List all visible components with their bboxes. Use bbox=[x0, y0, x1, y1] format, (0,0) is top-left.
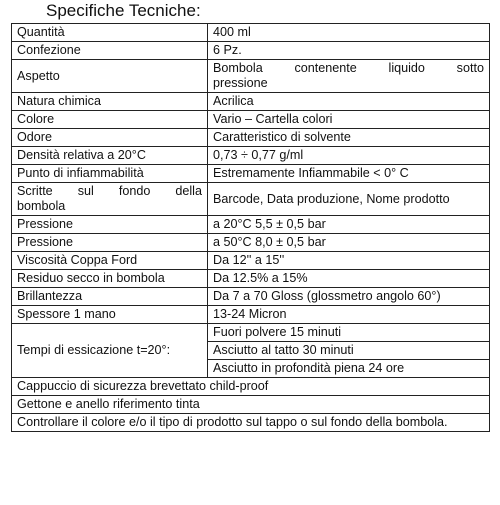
row-label: Quantità bbox=[12, 24, 208, 42]
row-value: Estremamente Infiammabile < 0° C bbox=[208, 165, 490, 183]
table-row bbox=[12, 414, 490, 432]
table-row bbox=[12, 147, 490, 165]
table-row bbox=[12, 165, 490, 183]
row-value bbox=[208, 60, 490, 93]
drying-value: Asciutto al tatto 30 minuti bbox=[208, 342, 490, 360]
row-value: 0,73 ÷ 0,77 g/ml bbox=[208, 147, 490, 165]
table-row bbox=[12, 216, 490, 234]
final-note: Controllare il colore e/o il tipo di prodotto sul tappo o sul fondo della bombola. bbox=[12, 414, 490, 432]
row-value-line: Bombola contenente liquido sotto bbox=[213, 61, 484, 75]
table-row bbox=[12, 252, 490, 270]
row-label: Punto di infiammabilità bbox=[12, 165, 208, 183]
row-label: Colore bbox=[12, 111, 208, 129]
row-value: Da 12'' a 15'' bbox=[208, 252, 490, 270]
row-value: Da 7 a 70 Gloss (glossmetro angolo 60°) bbox=[208, 288, 490, 306]
row-label-line: bombola bbox=[17, 199, 66, 213]
table-row bbox=[12, 24, 490, 42]
table-row bbox=[12, 183, 490, 216]
drying-value: Asciutto in profondità piena 24 ore bbox=[208, 360, 490, 378]
row-value: 13-24 Micron bbox=[208, 306, 490, 324]
row-label: Aspetto bbox=[12, 60, 208, 93]
row-value: Vario – Cartella colori bbox=[208, 111, 490, 129]
row-label: Viscosità Coppa Ford bbox=[12, 252, 208, 270]
table-row bbox=[12, 324, 490, 342]
row-label-line: Scritte sul fondo della bbox=[17, 184, 202, 198]
drying-value: Fuori polvere 15 minuti bbox=[208, 324, 490, 342]
page-title: Specifiche Tecniche: bbox=[46, 1, 201, 20]
row-value: Acrilica bbox=[208, 93, 490, 111]
table-row bbox=[12, 42, 490, 60]
row-value: a 20°C 5,5 ± 0,5 bar bbox=[208, 216, 490, 234]
row-value: Da 12.5% a 15% bbox=[208, 270, 490, 288]
note-row: Cappuccio di sicurezza brevettato child-proof bbox=[12, 378, 490, 396]
row-label: Pressione bbox=[12, 216, 208, 234]
row-label: Confezione bbox=[12, 42, 208, 60]
table-row bbox=[12, 270, 490, 288]
row-label: Densità relativa a 20°C bbox=[12, 147, 208, 165]
note-row: Gettone e anello riferimento tinta bbox=[12, 396, 490, 414]
spec-table bbox=[11, 23, 490, 432]
table-row bbox=[12, 288, 490, 306]
row-value: 400 ml bbox=[208, 24, 490, 42]
row-label: Brillantezza bbox=[12, 288, 208, 306]
row-label: Odore bbox=[12, 129, 208, 147]
table-row bbox=[12, 396, 490, 414]
table-row bbox=[12, 60, 490, 93]
row-value-line: pressione bbox=[213, 76, 268, 90]
table-row bbox=[12, 378, 490, 396]
row-label bbox=[12, 183, 208, 216]
row-value: Barcode, Data produzione, Nome prodotto bbox=[208, 183, 490, 216]
row-value: 6 Pz. bbox=[208, 42, 490, 60]
table-row bbox=[12, 129, 490, 147]
drying-label: Tempi di essicazione t=20°: bbox=[12, 324, 208, 378]
table-row bbox=[12, 111, 490, 129]
row-label: Spessore 1 mano bbox=[12, 306, 208, 324]
table-row bbox=[12, 234, 490, 252]
row-label: Residuo secco in bombola bbox=[12, 270, 208, 288]
row-label: Natura chimica bbox=[12, 93, 208, 111]
row-value: Caratteristico di solvente bbox=[208, 129, 490, 147]
table-row bbox=[12, 306, 490, 324]
table-row bbox=[12, 93, 490, 111]
row-label: Pressione bbox=[12, 234, 208, 252]
row-value: a 50°C 8,0 ± 0,5 bar bbox=[208, 234, 490, 252]
